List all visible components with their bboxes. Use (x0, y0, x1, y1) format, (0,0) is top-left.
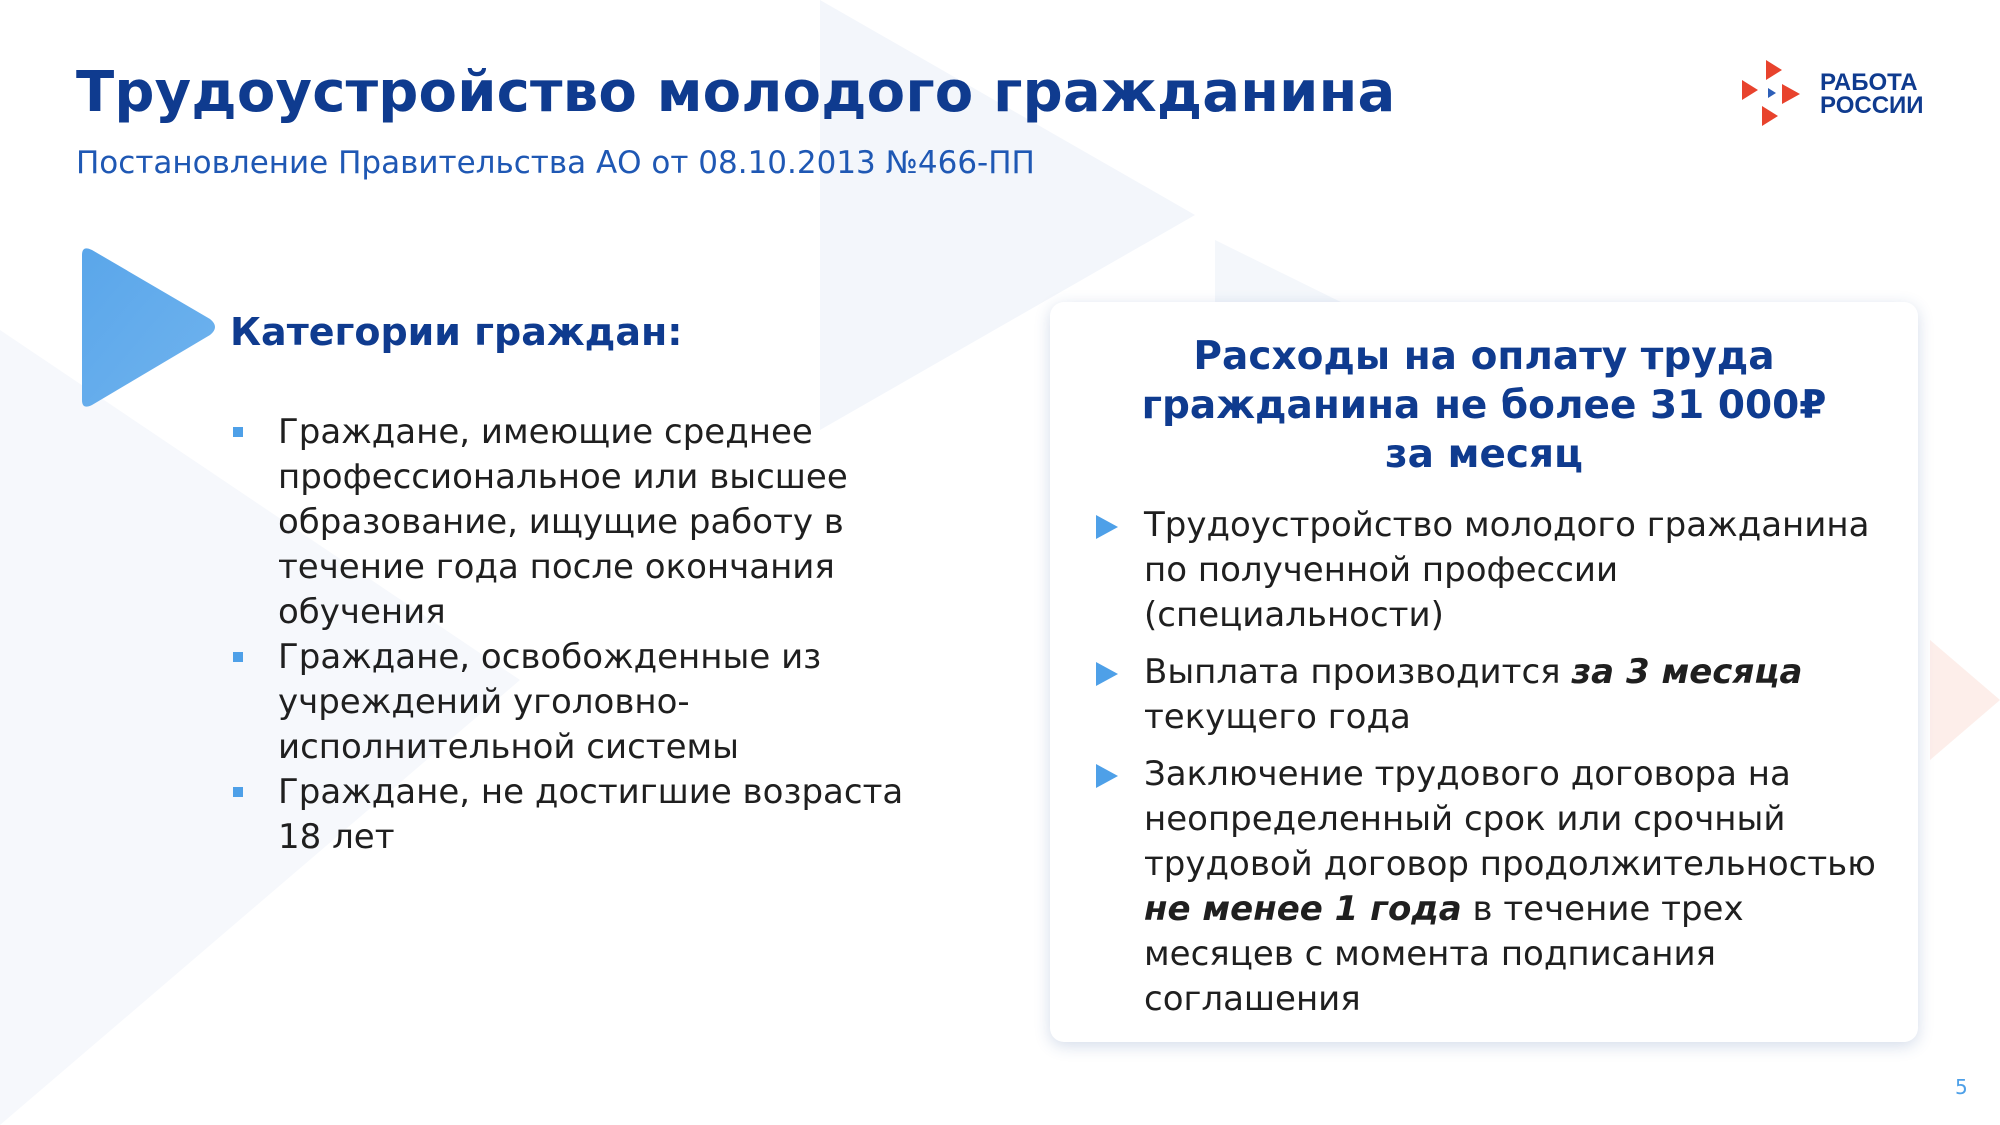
logo-text-line2: РОССИИ (1820, 92, 1924, 119)
square-bullet-icon (233, 427, 243, 437)
list-item-text: Граждане, не достигшие возраста 18 лет (278, 772, 904, 857)
card-item-1-text: Трудоустройство молодого гражданина по полученной профессии (специальности) (1144, 505, 1870, 635)
card-item-2-text-end: текущего года (1144, 697, 1411, 737)
card-item-3-text-end: в течение трех месяцев с момента подписания соглашения (1144, 889, 1744, 1019)
card-heading-line2: гражданина не более 31 000₽ (1141, 383, 1827, 428)
card-item-2-emphasis: за 3 месяца (1571, 652, 1803, 692)
list-item (230, 635, 950, 770)
page-title: Трудоустройство молодого гражданина (76, 60, 1396, 125)
categories-heading: Категории граждан: (230, 310, 683, 354)
expenses-card (1050, 302, 1918, 1042)
card-item-3-emphasis: не менее 1 года (1144, 889, 1462, 929)
list-item (1096, 752, 1898, 1022)
logo-text (1820, 71, 1924, 117)
list-item (230, 770, 950, 860)
triangle-bullet-icon (1096, 662, 1118, 686)
list-item-text: Граждане, освобожденные из учреждений уголовно-исполнительной системы (278, 637, 822, 767)
list-item-text: Граждане, имеющие среднее профессиональное или высшее образование, ищущие работу в течение года после окончания обучения (278, 412, 848, 632)
card-heading-line1: Расходы на оплату труда (1193, 334, 1775, 379)
play-triangle-icon (74, 245, 220, 410)
rabota-rossii-logo (1738, 58, 1928, 130)
card-item-3-text: Заключение трудового договора на неопределенный срок или срочный трудовой договор продолжительностью (1144, 754, 1876, 884)
list-item (230, 410, 950, 635)
bg-triangle-right (1930, 640, 2000, 760)
triangle-bullet-icon (1096, 764, 1118, 788)
logo-mark-icon (1738, 58, 1814, 130)
card-list (1050, 503, 1918, 1022)
card-item-2-text: Выплата производится (1144, 652, 1572, 692)
list-item (1096, 650, 1898, 740)
categories-list (230, 410, 950, 860)
square-bullet-icon (233, 652, 243, 662)
triangle-bullet-icon (1096, 515, 1118, 539)
list-item (1096, 503, 1898, 638)
card-heading (1050, 332, 1918, 479)
page-number: 5 (1955, 1075, 1968, 1099)
card-heading-line3: за месяц (1385, 432, 1583, 477)
square-bullet-icon (233, 787, 243, 797)
page-subtitle: Постановление Правительства АО от 08.10.2013 №466-ПП (76, 145, 1035, 181)
logo-text-line1: РАБОТА (1820, 69, 1918, 96)
